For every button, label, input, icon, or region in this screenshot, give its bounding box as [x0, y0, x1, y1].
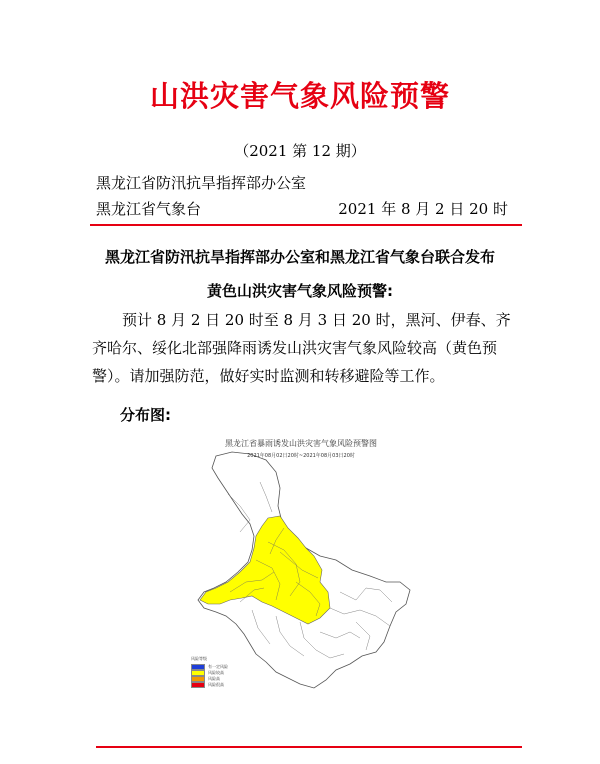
warning-level-headline: 黄色山洪灾害气象风险预警: — [207, 282, 393, 300]
legend-label: 风险高 — [208, 676, 220, 681]
warning-body: 预计 8 月 2 日 20 时至 8 月 3 日 20 时，黑河、伊春、齐齐哈尔、绥化北部强降雨诱发山洪灾害气象风险较高（黄色预警）。请加强防范，做好实时监测和转移避险等工作。 — [92, 311, 511, 385]
map-subtitle: 2021年08月02日20时~2021年08月03日20时 — [247, 453, 355, 459]
issuer-office: 黑龙江省防汛抗旱指挥部办公室 — [96, 174, 307, 192]
map-title: 黑龙江省暴雨诱发山洪灾害气象风险预警图 — [225, 439, 377, 448]
legend-label: 有一定风险 — [208, 664, 228, 669]
footer-divider — [96, 746, 522, 748]
legend-title: 风险等级 — [191, 656, 207, 661]
legend-swatch — [191, 682, 205, 688]
issue-time: 2021 年 8 月 2 日 20 时 — [338, 200, 508, 218]
issuer-bureau: 黑龙江省气象台 — [96, 200, 202, 218]
distribution-label: 分布图: — [120, 406, 171, 424]
header-divider — [90, 224, 522, 226]
release-headline: 黑龙江省防汛抗旱指挥部办公室和黑龙江省气象台联合发布 — [104, 248, 495, 266]
legend-label: 风险较高 — [208, 670, 224, 675]
legend-label: 风险很高 — [208, 682, 224, 687]
map-legend — [191, 656, 228, 688]
document-title: 山洪灾害气象风险预警 — [149, 79, 450, 113]
legend-item — [191, 682, 228, 688]
issue-number: （2021 第 12 期） — [234, 142, 366, 160]
